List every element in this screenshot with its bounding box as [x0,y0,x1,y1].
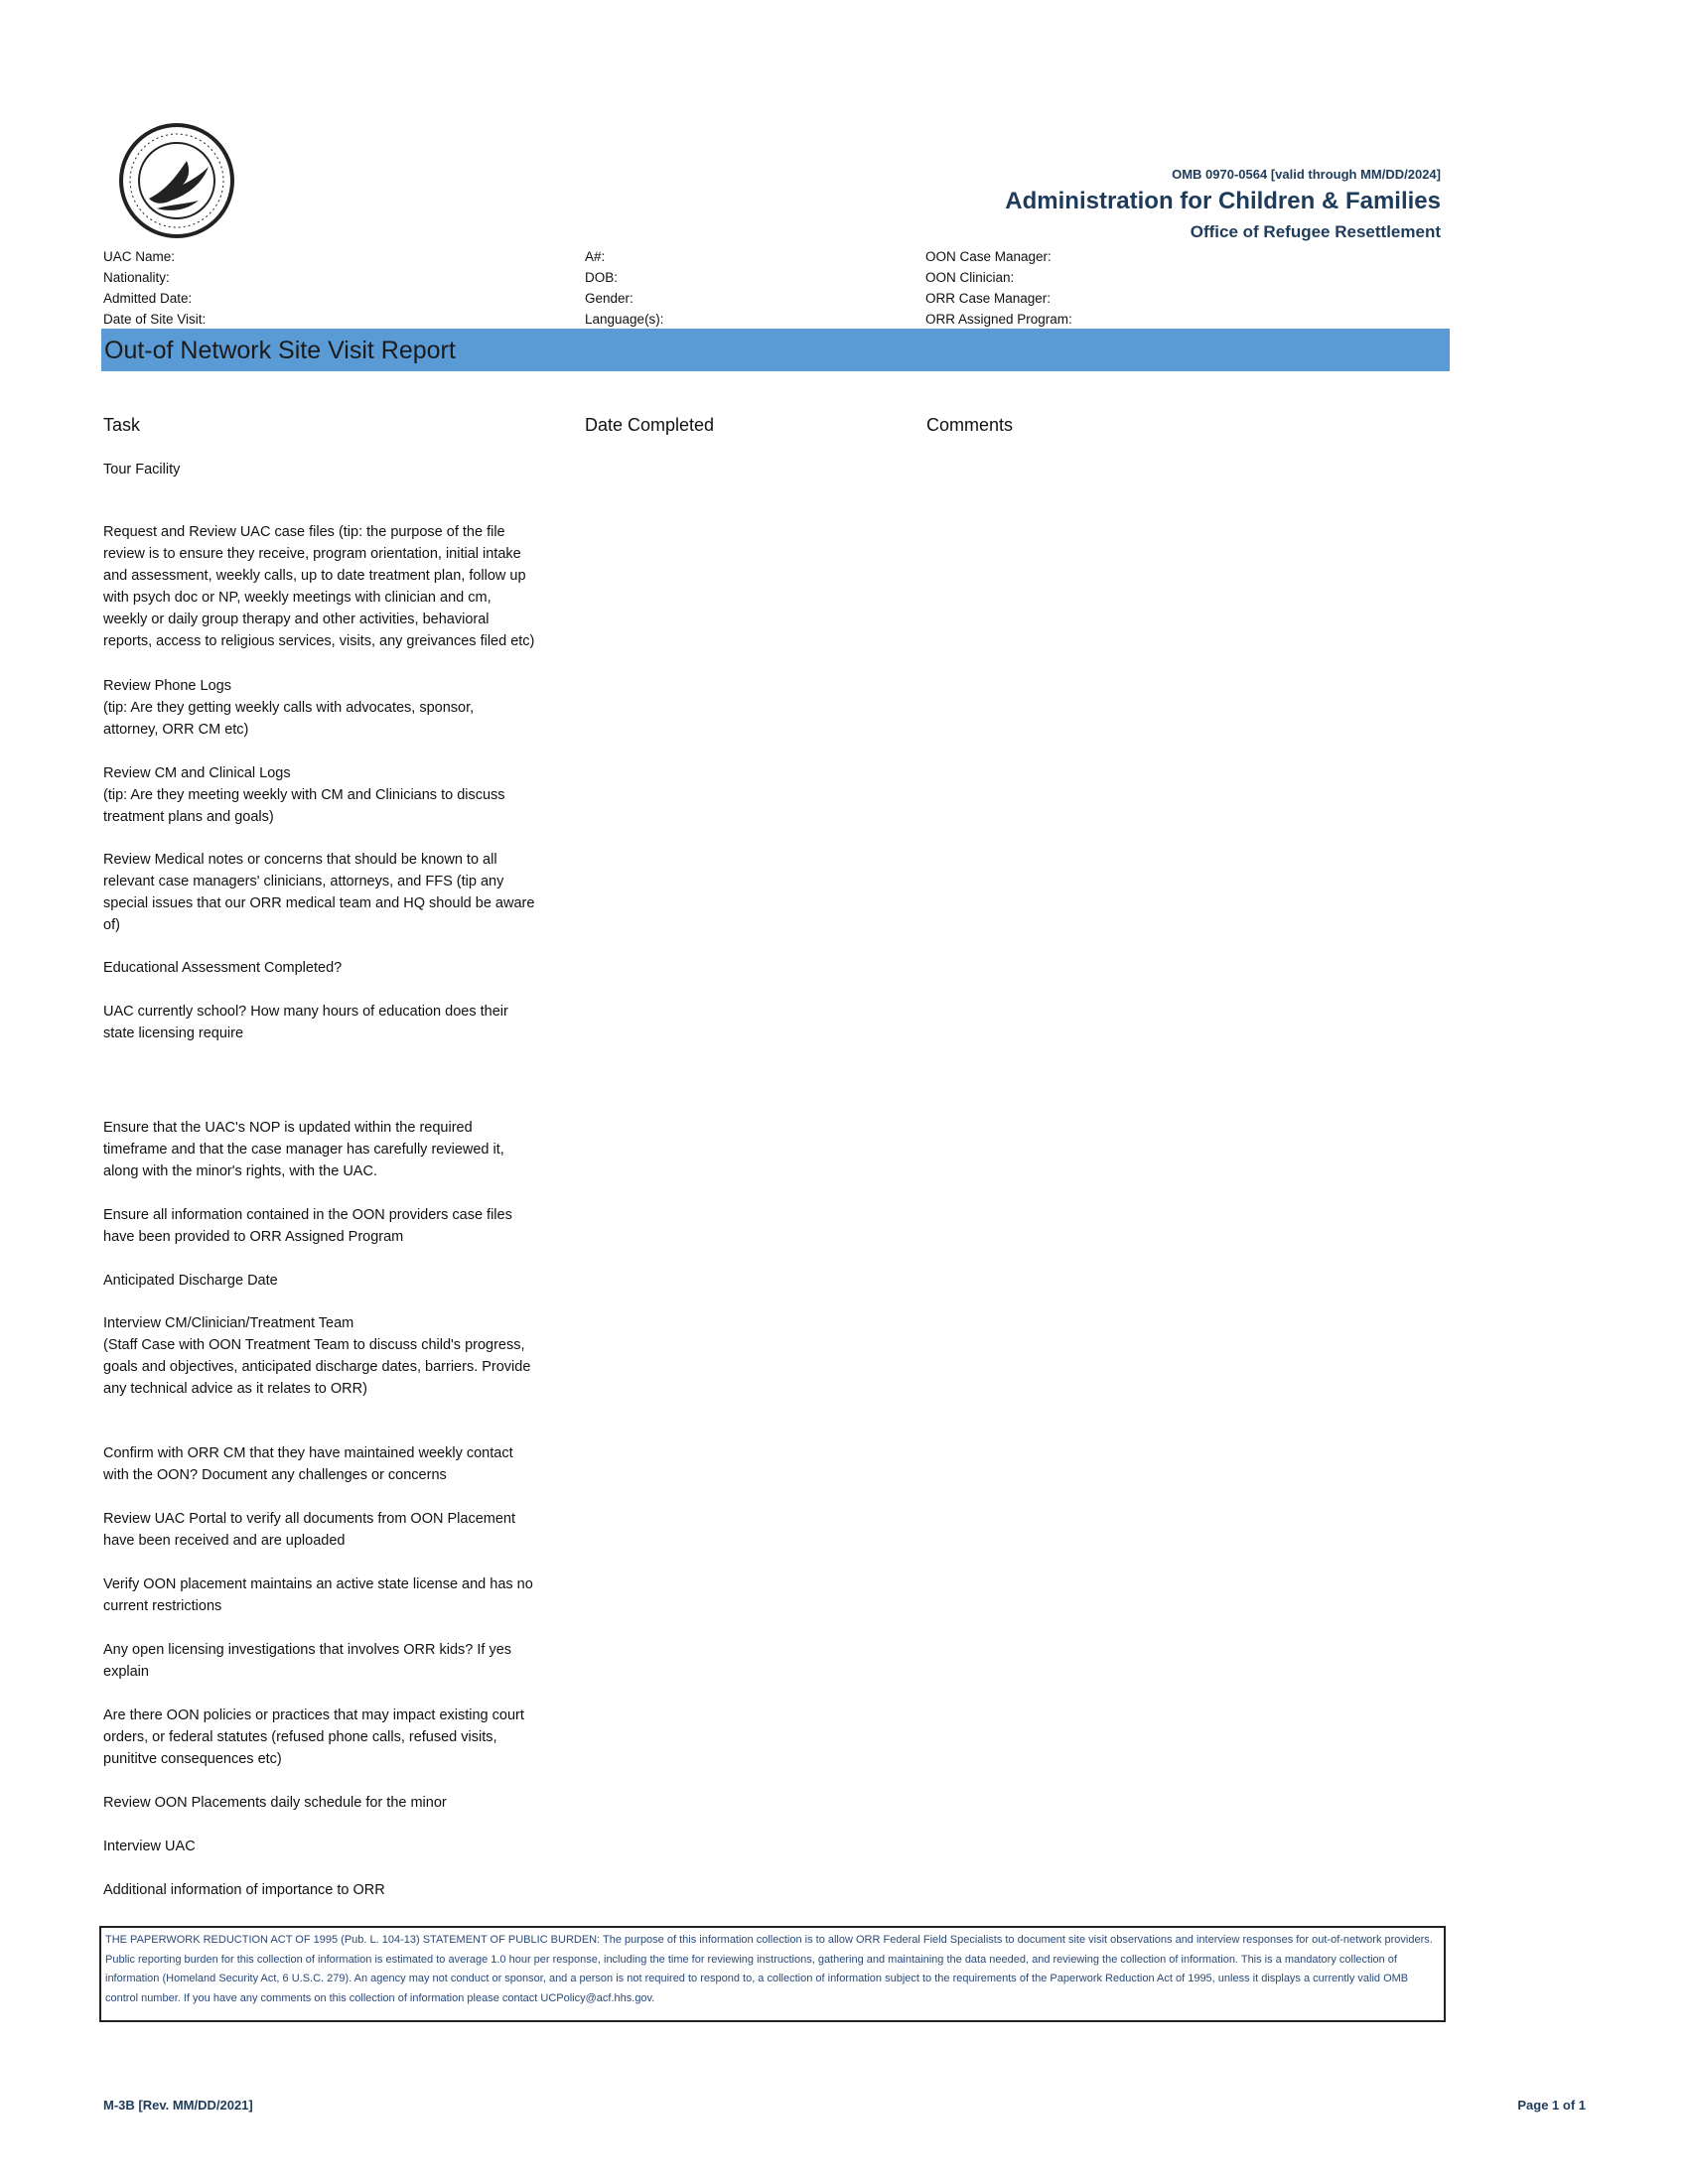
task-item: Review UAC Portal to verify all documents from OON Placement have been received and are uploaded [103,1511,515,1549]
task-item: Ensure that the UAC's NOP is updated within the required timeframe and that the case manager has carefully reviewed it, along with the minor's rights, with the UAC. [103,1120,504,1179]
report-title: Out-of Network Site Visit Report [104,337,456,364]
field-orr-case-manager: ORR Case Manager: [925,291,1052,306]
field-site-visit-date: Date of Site Visit: [103,312,207,327]
task-item: Anticipated Discharge Date [103,1273,278,1289]
omb-control-number: OMB 0970-0564 [valid through MM/DD/2024] [1172,167,1441,182]
column-header-task: Task [103,415,141,435]
info-column-staff [925,246,1072,330]
task-item: Review CM and Clinical Logs (tip: Are they meeting weekly with CM and Clinicians to discuss treatment plans and goals) [103,765,505,825]
form-revision: M-3B [Rev. MM/DD/2021] [103,2098,253,2113]
column-header-comments: Comments [926,415,1014,435]
field-nationality: Nationality: [103,270,170,285]
task-item: Tour Facility [103,462,181,478]
field-uac-name: UAC Name: [103,249,176,264]
field-orr-assigned-program: ORR Assigned Program: [925,312,1072,327]
task-item: Educational Assessment Completed? [103,960,343,976]
task-item: Verify OON placement maintains an active state license and has no current restrictions [103,1576,533,1614]
page-number: Page 1 of 1 [1517,2098,1586,2113]
task-item: Ensure all information contained in the OON providers case files have been provided to ORR Assigned Program [103,1207,512,1245]
task-item: Review Phone Logs (tip: Are they getting weekly calls with advocates, sponsor, attorney, ORR CM etc) [103,678,475,738]
field-languages: Language(s): [585,312,664,327]
task-item: Are there OON policies or practices that may impact existing court orders, or federal statutes (refused phone calls, refused visits, punititve consequences etc) [103,1707,524,1767]
agency-name: Administration for Children & Families [1005,188,1441,214]
task-item: Confirm with ORR CM that they have maintained weekly contact with the OON? Document any challenges or concerns [103,1445,513,1483]
column-header-date-completed: Date Completed [585,415,715,435]
task-item: Review OON Placements daily schedule for the minor [103,1795,447,1811]
field-gender: Gender: [585,291,633,306]
field-oon-clinician: OON Clinician: [925,270,1015,285]
task-item: Additional information of importance to ORR [103,1882,385,1898]
field-dob: DOB: [585,270,619,285]
info-column-identity [585,246,664,330]
field-oon-case-manager: OON Case Manager: [925,249,1052,264]
task-item: UAC currently school? How many hours of education does their state licensing require [103,1004,508,1041]
office-name: Office of Refugee Resettlement [1190,222,1441,241]
info-column-uac [103,246,206,330]
task-item: Request and Review UAC case files (tip: the purpose of the file review is to ensure they receive, program orientation, initial intake and assessment, weekly calls, up to date treatment plan, follow up with psych doc or NP, weekly meetings with clinician and cm, weekly or daily group therapy and other activities, behavioral reports, access to religious services, visits, any greivances filed etc) [103,524,535,649]
task-item: Interview UAC [103,1839,196,1854]
hhs-seal-logo [117,121,236,240]
task-item: Review Medical notes or concerns that should be known to all relevant case managers' clinicians, attorneys, and FFS (tip any special issues that our ORR medical team and HQ should be aware of) [103,852,535,933]
field-a-number: A#: [585,249,606,264]
report-title-banner [101,329,1450,371]
field-admitted-date: Admitted Date: [103,291,193,306]
task-item: Any open licensing investigations that involves ORR kids? If yes explain [103,1642,512,1680]
task-item: Interview CM/Clinician/Treatment Team (Staff Case with OON Treatment Team to discuss child's progress, goals and objectives, anticipated discharge dates, barriers. Provide any technical advice as it relates to ORR) [103,1315,531,1397]
paperwork-reduction-notice: THE PAPERWORK REDUCTION ACT OF 1995 (Pub. L. 104-13) STATEMENT OF PUBLIC BURDEN: The purpose of this information collection is to allow ORR Federal Field Specialists to document site visit observations and interview responses for out-of-network providers. Public reporting burden for this collection of information is estimated to average 1.0 hour per response, including the time for reviewing instructions, gathering and maintaining the data needed, and reviewing the collection of information. This is a mandatory collection of information (Homeland Security Act, 6 U.S.C. 279). An agency may not conduct or sponsor, and a person is not required to respond to, a collection of information subject to the requirements of the Paperwork Reduction Act of 1995, unless it displays a currently valid OMB control number. If you have any comments on this collection of information please contact UCPolicy@acf.hhs.gov. [99,1926,1446,2022]
